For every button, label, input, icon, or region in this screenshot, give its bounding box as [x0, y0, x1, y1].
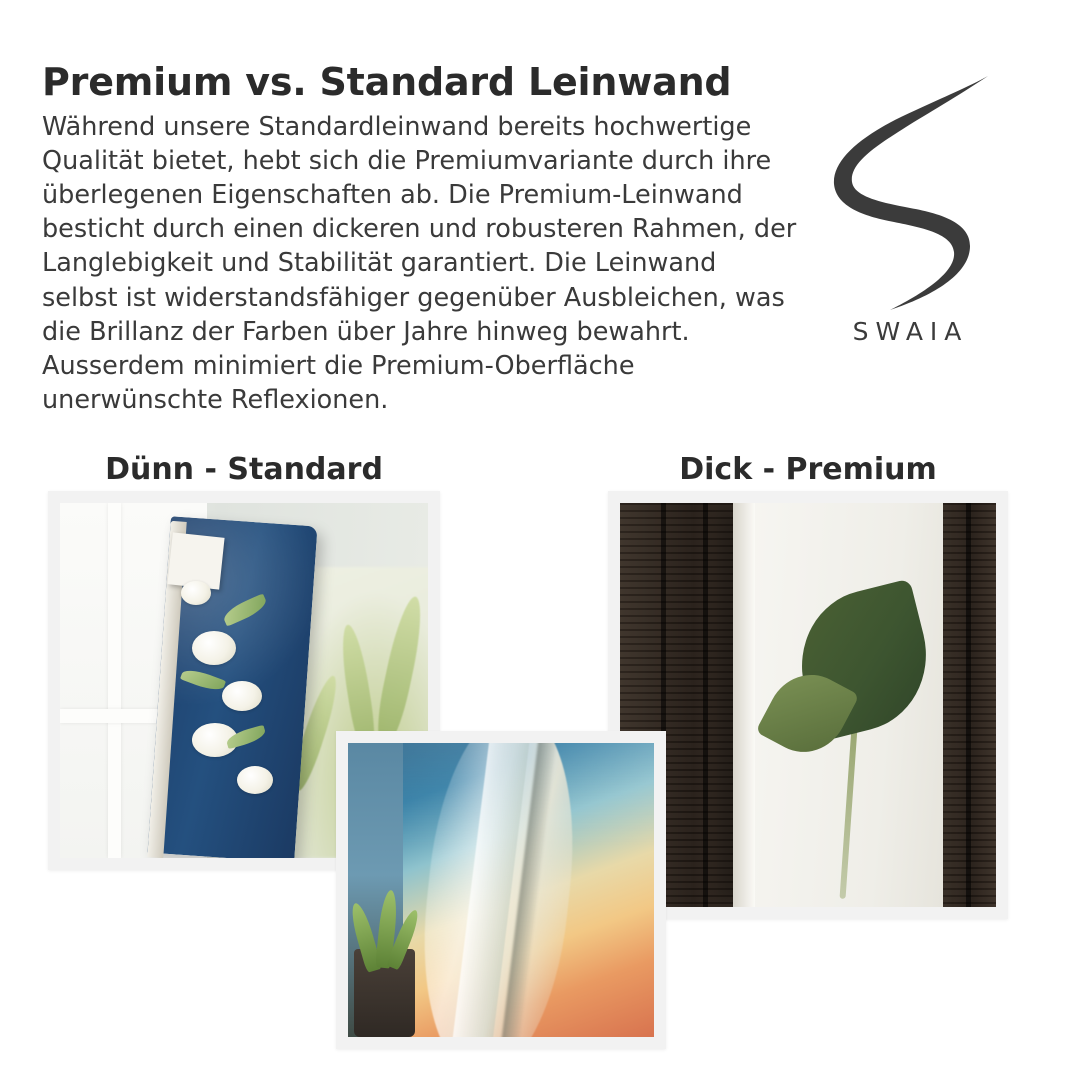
canvas-edge-detail-card: [336, 731, 666, 1049]
caption-standard: Dünn - Standard: [105, 452, 383, 487]
plank-gap: [966, 503, 971, 907]
flower-bloom: [192, 631, 236, 665]
flower-bloom: [237, 766, 273, 794]
brand-name: SWAIA: [852, 317, 969, 346]
swaia-s-logo-icon: [820, 70, 995, 315]
premium-canvas-card: [608, 491, 1008, 919]
flower-bloom: [222, 681, 262, 711]
canvas-thick-edge: [733, 503, 755, 907]
intro-paragraph: Während unsere Standardleinwand bereits hochwertige Qualität bietet, hebt sich die Premiumvariante durch ihre überlegenen Eigenschaften ab. Die Premium-Leinwand besticht durch einen dickeren und robusteren Rahmen, der Langlebigkeit und Stabilität garantiert. Die Leinwand selbst ist widerstandsfähiger gegenüber Ausbleichen, was die Brillanz der Farben über Jahre hinweg bewahrt. Ausserdem minimiert die Premium-Oberfläche unerwünschte Reflexionen.: [42, 111, 797, 416]
canvas-edge-detail-photo: [348, 743, 654, 1037]
page-title: Premium vs. Standard Leinwand: [42, 60, 732, 104]
window-mullion-vertical: [108, 503, 121, 858]
intro-text-block: [42, 62, 802, 417]
brand-logo: [812, 70, 1002, 370]
caption-premium: Dick - Premium: [679, 452, 937, 487]
premium-thick-canvas-photo: [620, 503, 996, 907]
plank-gap: [703, 503, 708, 907]
